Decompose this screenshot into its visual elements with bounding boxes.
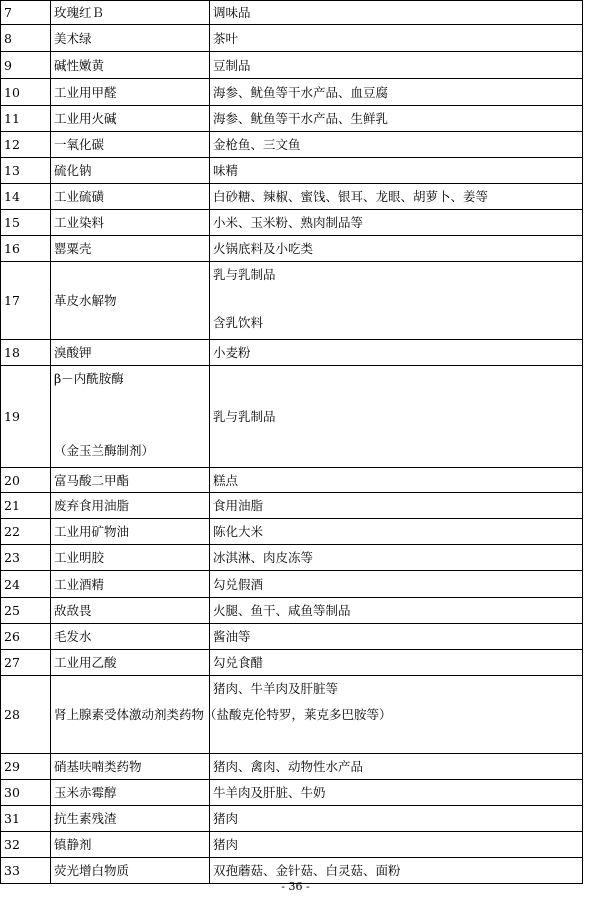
substance-name: 肾上腺素受体激动剂类药物（盐酸克伦特罗，莱克多巴胺等）	[51, 676, 210, 754]
substance-name: 废弃食用油脂	[51, 493, 210, 519]
food-category: 小米、玉米粉、熟肉制品等	[210, 210, 583, 236]
row-number: 22	[1, 519, 51, 545]
row-number: 28	[1, 676, 51, 754]
row-number: 27	[1, 650, 51, 676]
food-category: 金枪鱼、三文鱼	[210, 132, 583, 158]
row-number: 14	[1, 184, 51, 210]
table-row	[1, 598, 583, 624]
food-category: 火锅底料及小吃类	[210, 236, 583, 262]
table-row	[1, 571, 583, 598]
table-row	[1, 806, 583, 832]
table-row	[1, 340, 583, 366]
substance-name: 荧光增白物质	[51, 858, 210, 884]
food-category: 勾兑假酒	[210, 571, 583, 598]
substance-name: 一氧化碳	[51, 132, 210, 158]
row-number: 26	[1, 624, 51, 650]
table-row	[1, 832, 583, 858]
food-category: 勾兑食醋	[210, 650, 583, 676]
table-row	[1, 184, 583, 210]
food-line: 含乳饮料	[213, 315, 264, 330]
substance-name: 工业用火碱	[51, 106, 210, 132]
table-body	[1, 1, 583, 884]
food-category: 冰淇淋、肉皮冻等	[210, 545, 583, 571]
row-number: 11	[1, 106, 51, 132]
table-row	[1, 1, 583, 25]
row-number: 23	[1, 545, 51, 571]
substance-name: 美术绿	[51, 25, 210, 52]
row-number: 31	[1, 806, 51, 832]
food-category: 猪肉、牛羊肉及肝脏等	[210, 676, 583, 754]
food-category: 调味品	[210, 1, 583, 25]
substance-name: 罂粟壳	[51, 236, 210, 262]
food-category: 酱油等	[210, 624, 583, 650]
food-category: 白砂糖、辣椒、蜜饯、银耳、龙眼、胡萝卜、姜等	[210, 184, 583, 210]
table-row	[1, 52, 583, 79]
substance-name-multi	[51, 366, 210, 468]
table-row	[1, 25, 583, 52]
table-row	[1, 545, 583, 571]
food-category: 猪肉	[210, 806, 583, 832]
substance-name: 硫化钠	[51, 158, 210, 184]
row-number: 32	[1, 832, 51, 858]
substance-name: 碱性嫩黄	[51, 52, 210, 79]
food-category: 牛羊肉及肝脏、牛奶	[210, 780, 583, 806]
food-category: 猪肉、禽肉、动物性水产品	[210, 754, 583, 780]
table-row	[1, 650, 583, 676]
table-row	[1, 366, 583, 468]
row-number: 8	[1, 25, 51, 52]
row-number: 18	[1, 340, 51, 366]
page-number: - 36 -	[281, 880, 310, 893]
food-category: 味精	[210, 158, 583, 184]
substance-name: 工业酒精	[51, 571, 210, 598]
food-category: 火腿、鱼干、咸鱼等制品	[210, 598, 583, 624]
substance-name: 硝基呋喃类药物	[51, 754, 210, 780]
substance-name: 工业用矿物油	[51, 519, 210, 545]
table-row	[1, 132, 583, 158]
food-category: 小麦粉	[210, 340, 583, 366]
substance-name: 革皮水解物	[51, 262, 210, 340]
table-row	[1, 624, 583, 650]
table-row	[1, 468, 583, 493]
row-number: 17	[1, 262, 51, 340]
row-number: 21	[1, 493, 51, 519]
table-row	[1, 262, 583, 340]
substance-name: 玫瑰红Ｂ	[51, 1, 210, 25]
table-row	[1, 676, 583, 754]
food-category: 茶叶	[210, 25, 583, 52]
substance-name: 工业明胶	[51, 545, 210, 571]
substance-name: 毛发水	[51, 624, 210, 650]
table-row	[1, 158, 583, 184]
food-category: 豆制品	[210, 52, 583, 79]
substance-name: 工业染料	[51, 210, 210, 236]
food-category: 陈化大米	[210, 519, 583, 545]
table-row	[1, 780, 583, 806]
row-number: 12	[1, 132, 51, 158]
substance-name: 工业用乙酸	[51, 650, 210, 676]
table-row	[1, 106, 583, 132]
food-category-multi	[210, 262, 583, 340]
food-category: 猪肉	[210, 832, 583, 858]
substance-line: β－内酰胺酶	[54, 371, 124, 386]
table-row	[1, 519, 583, 545]
food-category: 食用油脂	[210, 493, 583, 519]
row-number: 20	[1, 468, 51, 493]
row-number: 30	[1, 780, 51, 806]
substance-name: 溴酸钾	[51, 340, 210, 366]
substance-name: 富马酸二甲酯	[51, 468, 210, 493]
row-number: 7	[1, 1, 51, 25]
table-row	[1, 493, 583, 519]
substance-name: 工业用甲醛	[51, 79, 210, 106]
food-category: 海参、鱿鱼等干水产品、生鲜乳	[210, 106, 583, 132]
table-row	[1, 236, 583, 262]
food-line: 乳与乳制品	[213, 267, 276, 282]
row-number: 16	[1, 236, 51, 262]
substance-name: 镇静剂	[51, 832, 210, 858]
substance-name: 抗生素残渣	[51, 806, 210, 832]
row-number: 25	[1, 598, 51, 624]
row-number: 15	[1, 210, 51, 236]
table-row	[1, 79, 583, 106]
row-number: 9	[1, 52, 51, 79]
food-category: 海参、鱿鱼等干水产品、血豆腐	[210, 79, 583, 106]
row-number: 19	[1, 366, 51, 468]
food-category: 双孢蘑菇、金针菇、白灵菇、面粉	[210, 858, 583, 884]
table-row	[1, 754, 583, 780]
row-number: 33	[1, 858, 51, 884]
table-row	[1, 210, 583, 236]
row-number: 13	[1, 158, 51, 184]
row-number: 24	[1, 571, 51, 598]
food-category: 糕点	[210, 468, 583, 493]
food-category: 乳与乳制品	[210, 366, 583, 468]
row-number: 10	[1, 79, 51, 106]
row-number: 29	[1, 754, 51, 780]
substance-line: （金玉兰酶制剂）	[54, 443, 155, 458]
substance-name: 工业硫磺	[51, 184, 210, 210]
substance-name: 玉米赤霉醇	[51, 780, 210, 806]
substance-name: 敌敌畏	[51, 598, 210, 624]
